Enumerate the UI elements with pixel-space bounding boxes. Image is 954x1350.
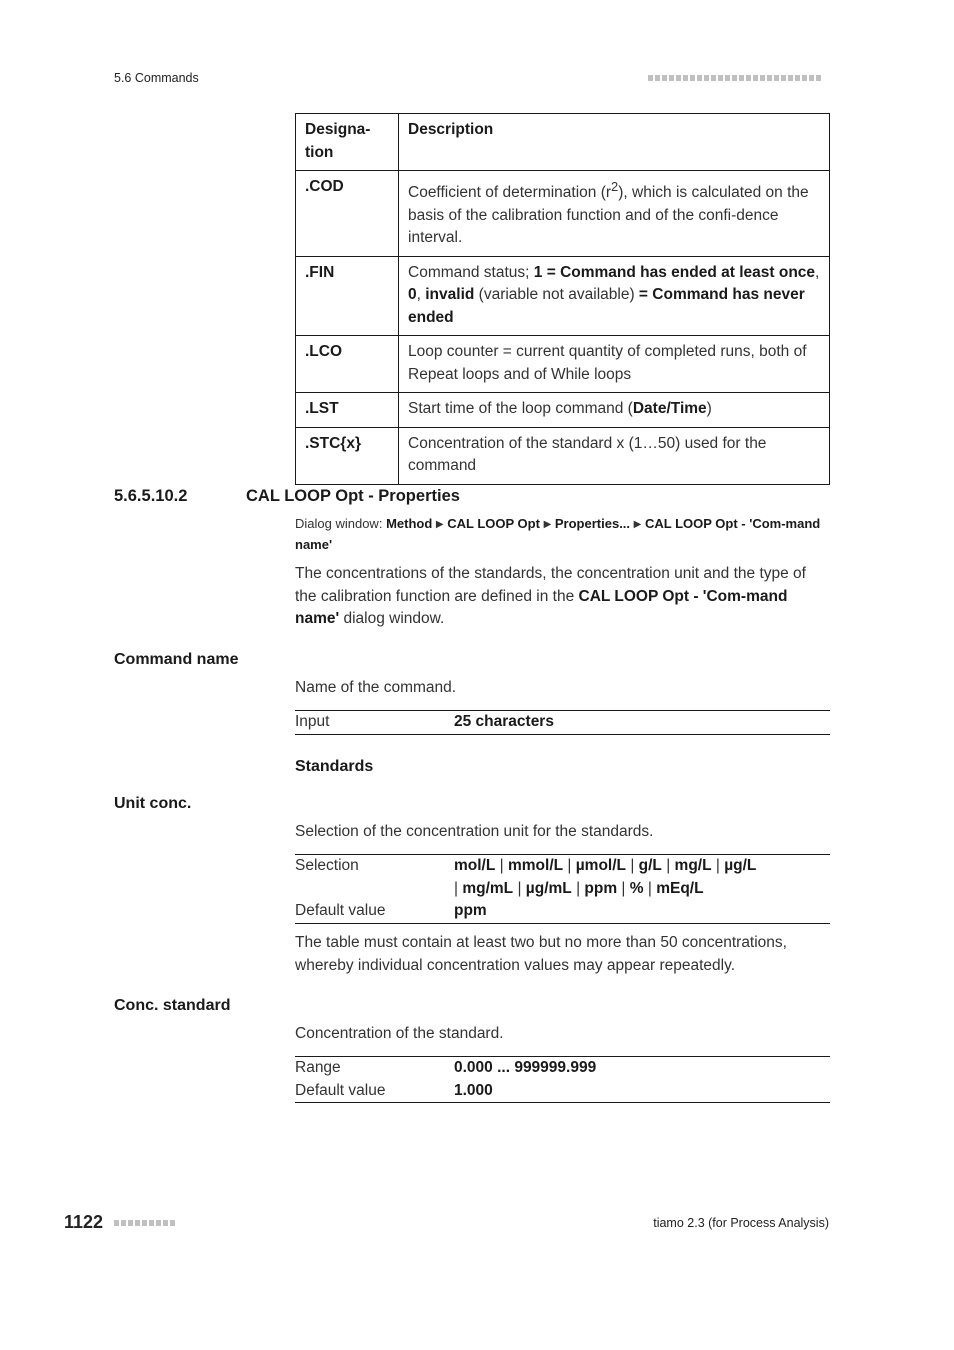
param-command-name: Command name [114, 651, 239, 668]
designation-cell: .FIN [296, 256, 399, 336]
param-description: Concentration of the standard. [295, 1025, 504, 1042]
section-number: 5.6.5.10.2 [114, 487, 188, 505]
designation-cell: .STC{x} [296, 427, 399, 484]
table-row [296, 171, 830, 257]
param-table-unit-conc [295, 854, 830, 924]
running-header: 5.6 Commands [114, 71, 199, 85]
description-cell: Concentration of the standard x (1…50) used for the command [399, 427, 830, 484]
table-row [295, 900, 830, 923]
column-header-description: Description [399, 114, 830, 171]
footer-product: tiamo 2.3 (for Process Analysis) [653, 1216, 829, 1230]
arrow-right-icon: ▶ [435, 519, 444, 530]
param-value: 25 characters [454, 713, 554, 730]
param-key: Range [295, 1059, 341, 1076]
param-key: Selection [295, 857, 359, 874]
column-header-designation: Designa- tion [296, 114, 399, 171]
table-row [296, 427, 830, 484]
param-value: ppm [454, 902, 487, 919]
unit-option: µmol/L [575, 857, 627, 874]
param-note: The table must contain at least two but no more than 50 concentrations, whereby individual concentration values may appear repeatedly. [295, 934, 787, 974]
intro-text: The concentrations of the standards, the concentration unit and the type of the calibration function are defined in the [295, 565, 806, 605]
param-table-command-name [295, 710, 830, 735]
unit-option: mol/L [454, 857, 496, 874]
table-header-row [296, 114, 830, 171]
intro-dialog-name: CAL LOOP Opt - 'Com-mand name' [295, 587, 788, 627]
section-intro [295, 563, 830, 631]
subheading-standards: Standards [295, 758, 374, 775]
dialog-path-step: Method [386, 516, 433, 531]
unit-option: µg/mL [525, 879, 572, 897]
table-row [295, 855, 830, 901]
description-cell: Loop counter = current quantity of completed runs, both of Repeat loops and of While loops [399, 336, 830, 393]
param-value: 1.000 [454, 1081, 493, 1099]
unit-option: ppm [584, 879, 618, 897]
arrow-right-icon: ▶ [543, 519, 552, 530]
unit-option: µg/L [724, 857, 757, 874]
designation-cell: .LST [296, 393, 399, 428]
param-key: Default value [295, 902, 386, 919]
param-value: 0.000 ... 999999.999 [454, 1059, 597, 1076]
variables-table [295, 113, 830, 485]
param-key: Default value [295, 1081, 386, 1099]
intro-text: dialog window. [339, 610, 445, 627]
section-title: CAL LOOP Opt - Properties [246, 487, 460, 505]
page-number: 1122 [64, 1212, 104, 1232]
unit-option: % [629, 879, 644, 897]
dialog-path [295, 514, 830, 555]
table-row [295, 1057, 830, 1080]
table-row [295, 711, 830, 735]
param-value-options: mol/L | mmol/L | µmol/L | g/L | mg/L | µg/L | mg/mL | µg/mL | ppm | % | mEq/L [454, 857, 757, 897]
designation-cell: .COD [296, 171, 399, 257]
arrow-right-icon: ▶ [633, 519, 642, 530]
param-description: Selection of the concentration unit for the standards. [295, 823, 654, 840]
dialog-path-step: CAL LOOP Opt - 'Com-mand name' [295, 516, 821, 552]
unit-option: mmol/L [507, 857, 564, 874]
param-table-conc-standard [295, 1056, 830, 1103]
dialog-path-prefix: Dialog window: [295, 516, 383, 531]
dialog-path-step: Properties... [554, 516, 631, 531]
unit-option: mg/mL [462, 879, 514, 897]
param-unit-conc: Unit conc. [114, 795, 192, 812]
table-row [296, 256, 830, 336]
unit-option: mEq/L [656, 879, 704, 897]
description-cell: Coefficient of determination $(r^2)$, which is calculated on the basis of the calibration function and of the confi-dence interval. [399, 171, 830, 257]
dialog-path-step: CAL LOOP Opt [447, 516, 540, 531]
param-conc-standard: Conc. standard [114, 997, 231, 1014]
footer-decoration [114, 1220, 175, 1226]
param-description: Name of the command. [295, 679, 457, 696]
description-cell: Command status; 1 = Command has ended at least once, 0, invalid (variable not available) = Command has never ended [399, 256, 830, 336]
param-key: Input [295, 713, 330, 730]
unit-option: g/L [638, 857, 662, 874]
description-cell: Start time of the loop command (Date/Time) [399, 393, 830, 428]
designation-cell: .LCO [296, 336, 399, 393]
header-decoration [648, 75, 821, 81]
table-row [295, 1080, 830, 1103]
table-row [296, 336, 830, 393]
table-row [296, 393, 830, 428]
unit-option: mg/L [674, 857, 712, 874]
